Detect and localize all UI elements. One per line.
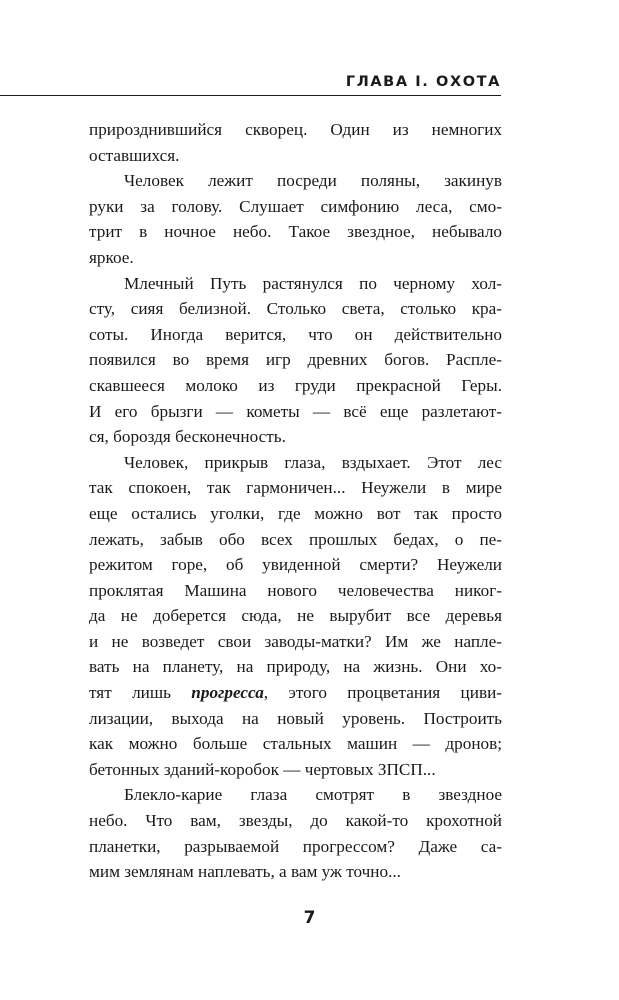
text-line: еще остались уголки, где можно вот так просто: [89, 503, 502, 523]
text-line: небо. Что вам, звезды, до какой-то крохотной: [89, 811, 502, 831]
text-line: ся, бороздя бесконечность.: [89, 427, 286, 447]
text-line: режитом горе, об увиденной смерти? Неужели: [89, 555, 502, 575]
running-head: ГЛАВА I. ОХОТА: [345, 74, 501, 90]
text-line: проклятая Машина нового человечества никог-: [89, 580, 502, 600]
text-line: Млечный Путь растянулся по черному хол-: [124, 273, 502, 293]
text-line: лежать, забыв обо всех прошлых бедах, о пе-: [89, 529, 502, 549]
text-line: бетонных зданий-коробок — чертовых ЗПСП...: [89, 759, 436, 779]
text-line: сту, сияя белизной. Столько света, столько кра-: [89, 299, 502, 319]
text-line: соты. Иногда верится, что он действительно: [89, 324, 502, 344]
body-text: [89, 117, 502, 885]
text-line: яркое.: [89, 247, 134, 267]
text-line: Блекло-карие глаза смотрят в звездное: [124, 785, 502, 805]
text-line: Человек, прикрыв глаза, вздыхает. Этот лес: [124, 452, 502, 472]
text-line: трит в ночное небо. Такое звездное, небывало: [89, 222, 502, 242]
text-line: да не доберется сюда, не вырубит все деревья: [89, 606, 502, 626]
text-line: Человек лежит посреди поляны, закинув: [124, 171, 502, 191]
header-rule: [0, 95, 501, 96]
text-line: И его брызги — кометы — всё еще разлетают-: [89, 401, 502, 421]
text-line: приpозднившийся скворец. Один из немногих: [89, 120, 502, 139]
text-line: появился во время игр древних богов. Распле-: [89, 350, 502, 370]
text-line: [89, 680, 502, 706]
text-line: так спокоен, так гармоничен... Неужели в мире: [89, 478, 502, 498]
text-line: как можно больше стальных машин — дронов;: [89, 734, 502, 754]
text-line: мим землянам наплевать, а вам уж точно...: [89, 862, 401, 882]
text-line: вать на планету, на природу, на жизнь. Они хо-: [89, 657, 502, 677]
text-line: планетки, разрываемой прогрессом? Даже са-: [89, 836, 502, 856]
text-line: и не возведет свои заводы-матки? Им же напле-: [89, 631, 502, 651]
page-number: 7: [303, 908, 316, 928]
text-line: лизации, выхода на новый уровень. Построить: [89, 708, 502, 728]
text-line: руки за голову. Слушает симфонию леса, смо-: [89, 196, 502, 216]
text-line: оставшихся.: [89, 145, 180, 165]
text-line: скавшееся молоко из груди прекрасной Геры.: [89, 375, 502, 395]
emphasis-word: прогресса: [191, 683, 264, 703]
text-fragment: тят лишь: [89, 683, 171, 703]
text-fragment: , этого процветания циви-: [263, 683, 502, 703]
